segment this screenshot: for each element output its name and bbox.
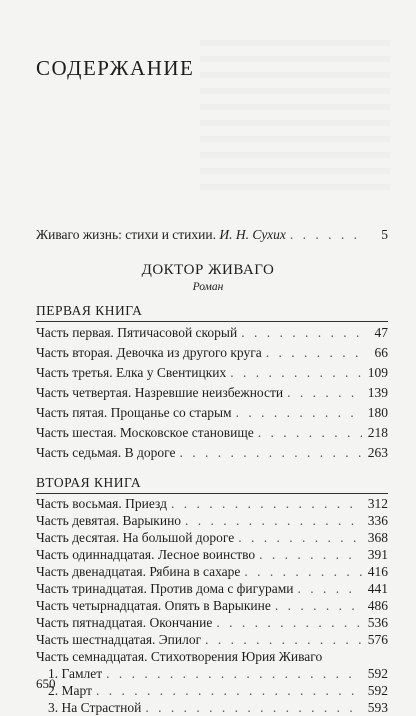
intro-author: И. Н. Сухих (219, 227, 286, 242)
novel-subtitle: Роман (192, 281, 224, 293)
book2-title: ВТОРАЯ КНИГА (36, 475, 142, 490)
toc-entry: Часть третья. Елка у Свентицких . . . 109 (36, 364, 388, 381)
book1-title: ПЕРВАЯ КНИГА (36, 303, 143, 318)
toc-entry-poem: 3. На Страстной . . . 593 (48, 699, 388, 716)
toc-entry: Часть десятая. На большой дороге . . . 368 (36, 529, 388, 546)
toc-entry-poems-part: Часть семнадцатая. Стихотворения Юрия Живаго (36, 649, 323, 664)
toc-entry: Часть шестнадцатая. Эпилог . . . 576 (36, 631, 388, 648)
intro-page: 5 (381, 227, 388, 242)
toc-entry-intro (36, 226, 388, 243)
toc-entry: Часть четырнадцатая. Опять в Варыкине . . . 486 (36, 597, 388, 614)
toc-entry: Часть шестая. Московское становище . . . 218 (36, 424, 388, 441)
page-number: 650 (36, 676, 56, 691)
page-title: СОДЕРЖАНИЕ (36, 56, 195, 80)
book1-divider (36, 321, 388, 322)
novel-title: ДОКТОР ЖИВАГО (141, 262, 275, 278)
toc-entry: Часть девятая. Варыкино . . . 336 (36, 512, 388, 529)
bleed-through-text (200, 40, 390, 200)
toc-entry: Часть восьмая. Приезд . . . 312 (36, 495, 388, 512)
toc-entry: Часть одиннадцатая. Лесное воинство . . . 391 (36, 546, 388, 563)
toc-entry-poem: 1. Гамлет . . . 592 (48, 665, 388, 682)
toc-entry: Часть вторая. Девочка из другого круга . . . 66 (36, 344, 388, 361)
intro-text: Живаго жизнь: стихи и стихии. (36, 227, 216, 242)
toc-entry: Часть двенадцатая. Рябина в сахаре . . . 416 (36, 563, 388, 580)
leader-dots (290, 226, 362, 243)
toc-entry: Часть пятнадцатая. Окончание . . . 536 (36, 614, 388, 631)
toc-entry-poem: 2. Март . . . 592 (48, 682, 388, 699)
toc-entry: Часть четвертая. Назревшие неизбежности . . . 139 (36, 384, 388, 401)
book2-divider (36, 493, 388, 494)
toc-entry: Часть седьмая. В дороге . . . 263 (36, 444, 388, 461)
toc-entry: Часть тринадцатая. Против дома с фигурами . . . 441 (36, 580, 388, 597)
toc-entry: Часть пятая. Прощанье со старым . . . 180 (36, 404, 388, 421)
toc-entry: Часть первая. Пятичасовой скорый . . . 47 (36, 324, 388, 341)
